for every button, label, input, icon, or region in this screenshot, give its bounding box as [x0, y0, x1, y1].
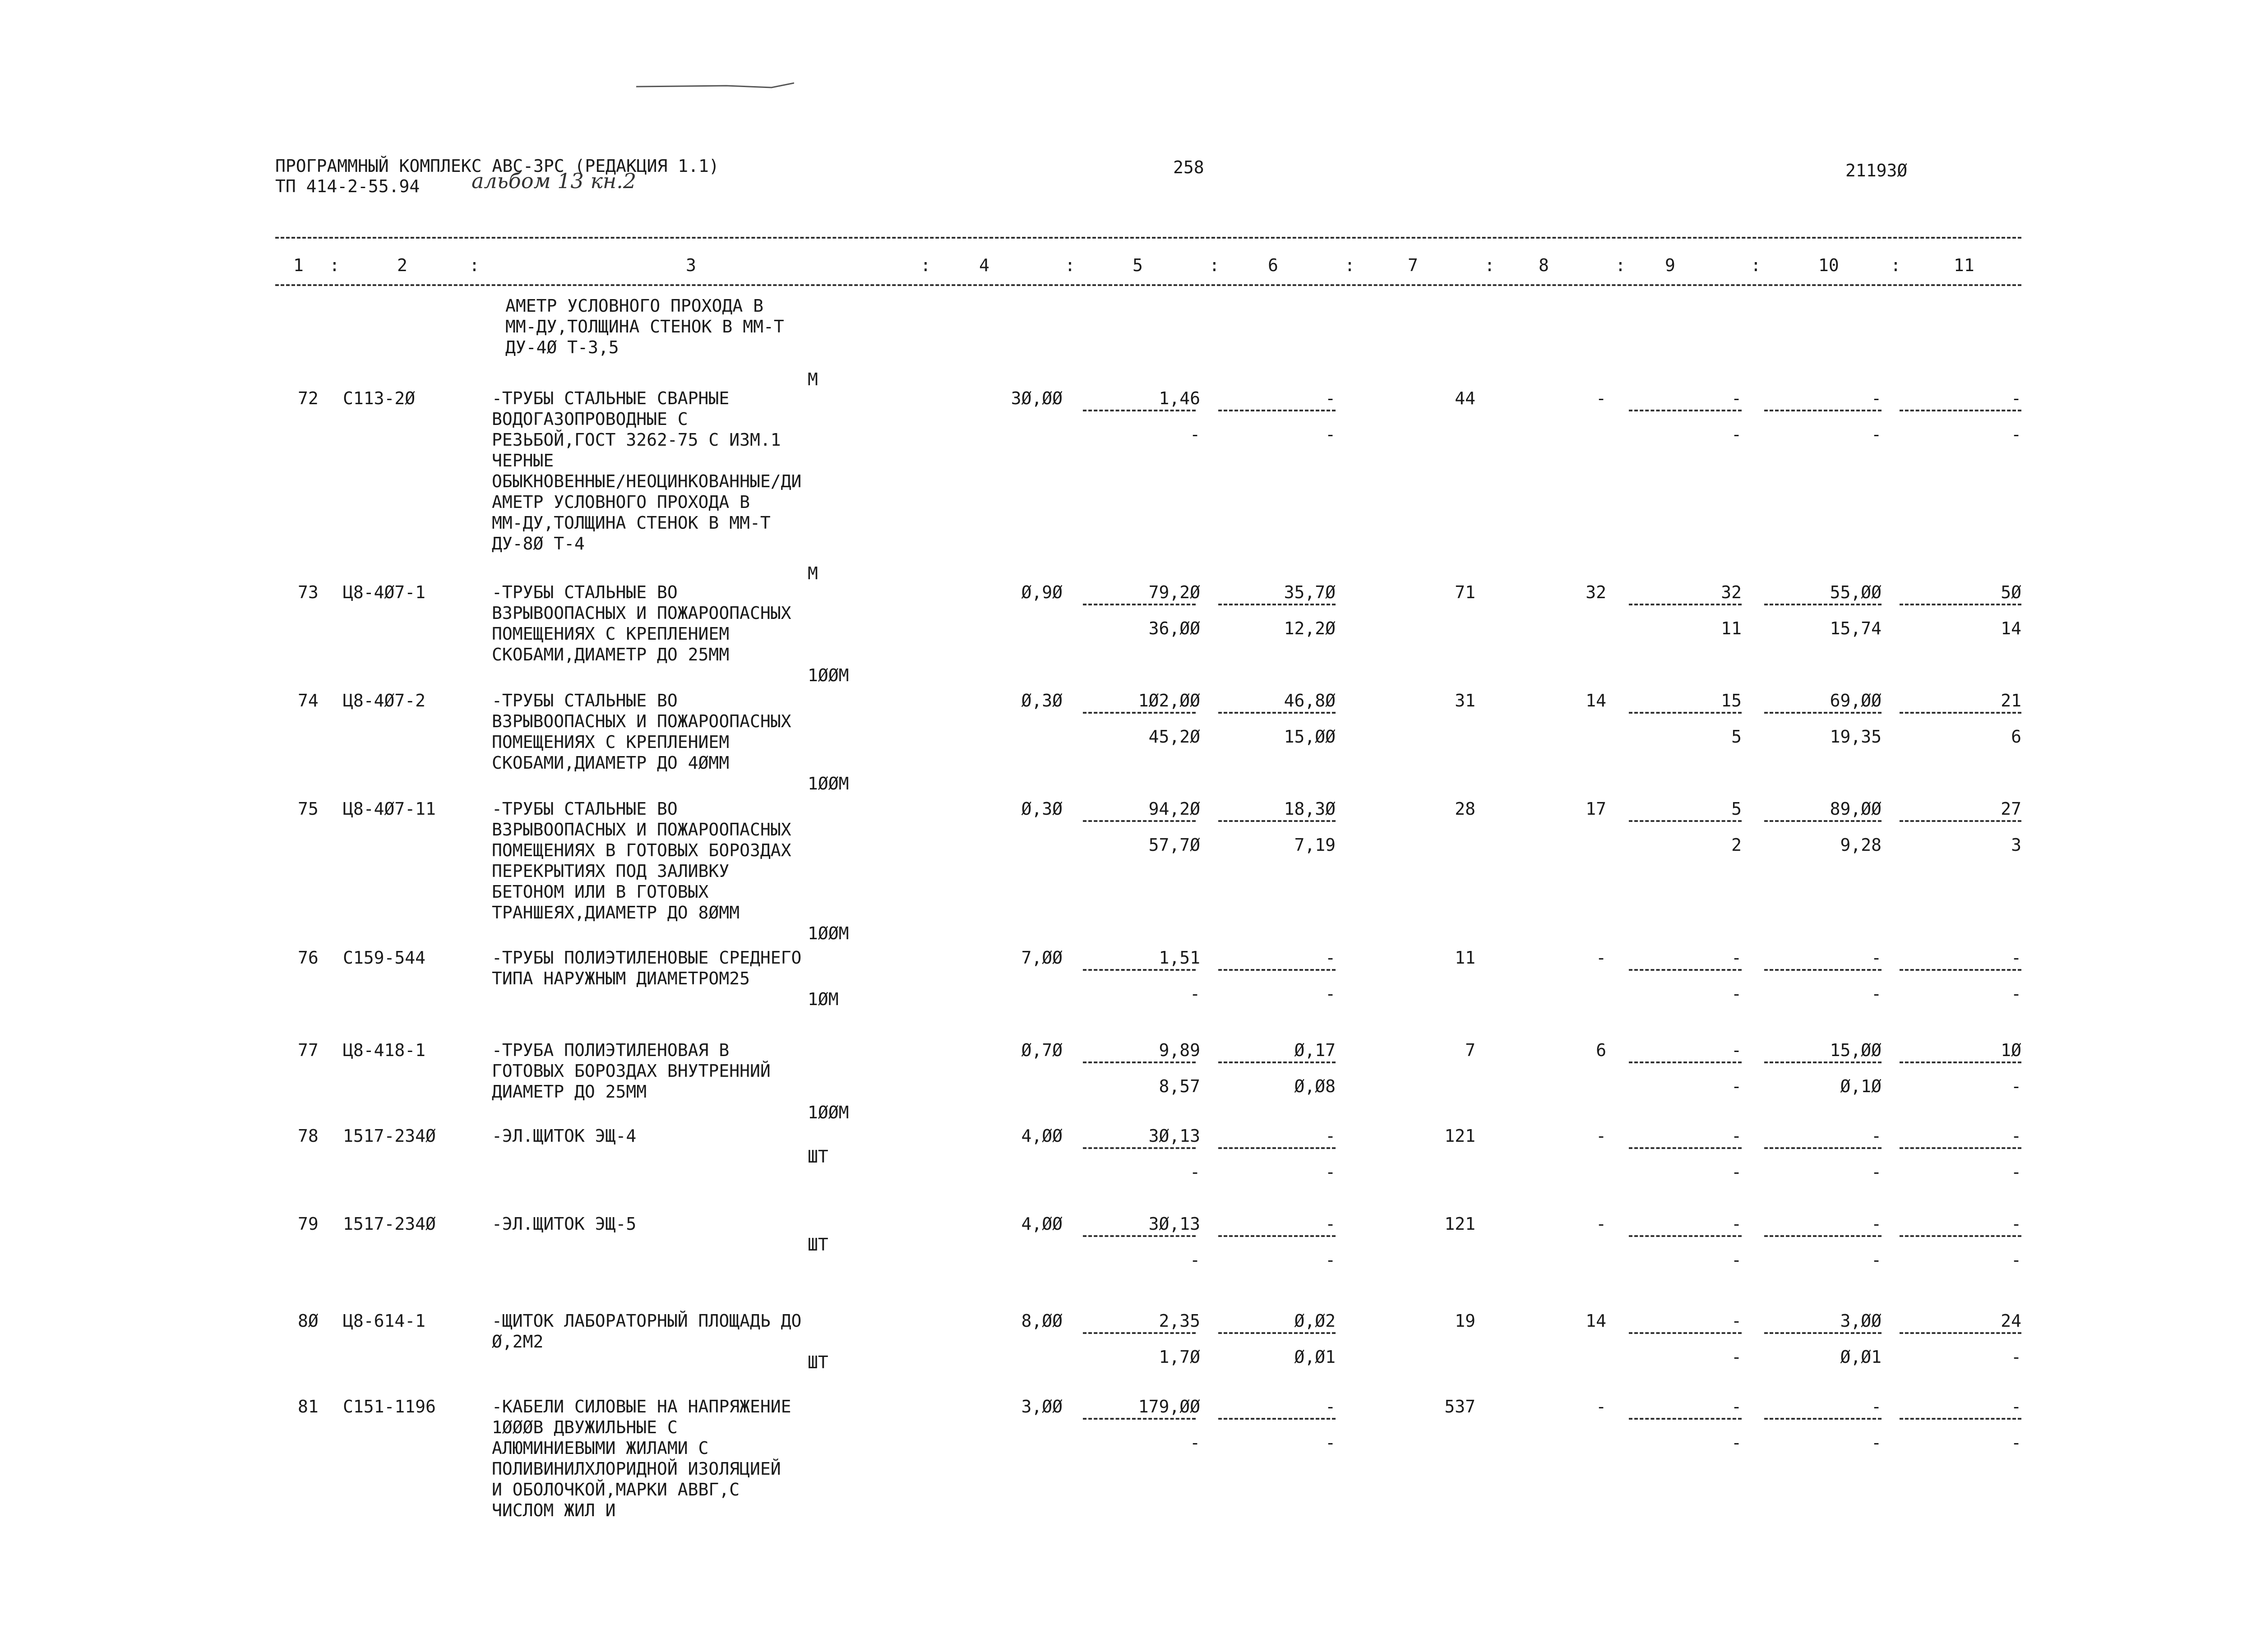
cell-col-11: -: [2011, 948, 2021, 968]
row-number: 74: [298, 691, 319, 711]
description-line: ДУ-8Ø Т-4: [492, 534, 585, 554]
cell-col-5-secondary: -: [1190, 1250, 1200, 1270]
description-line: РЕЗЬБОЙ,ГОСТ 3262-75 С ИЗМ.1: [492, 430, 781, 450]
fraction-rule: [1083, 1418, 1196, 1420]
rate-code: С113-2Ø: [343, 388, 416, 408]
description-line: ПОЛИВИНИЛХЛОРИДНОЙ ИЗОЛЯЦИЕЙ: [492, 1459, 781, 1479]
cell-col-9-secondary: 11: [1721, 618, 1742, 638]
cell-col-8: -: [1596, 1397, 1606, 1417]
row-number: 79: [298, 1214, 319, 1234]
fraction-rule: [1083, 1235, 1196, 1237]
description-line: СКОБАМИ,ДИАМЕТР ДО 4ØММ: [492, 753, 730, 773]
rate-code: С159-544: [343, 948, 426, 968]
description-line: ПОМЕЩЕНИЯХ С КРЕПЛЕНИЕМ: [492, 732, 730, 752]
cell-col-8: -: [1596, 388, 1606, 408]
description-line: АМЕТР УСЛОВНОГО ПРОХОДА В: [492, 492, 750, 512]
unit-label: 1ØØМ: [808, 774, 849, 794]
cell-col-6: 18,3Ø: [1284, 799, 1336, 819]
column-header-4: 4: [979, 255, 989, 275]
column-header-2: 2: [397, 255, 407, 275]
cell-col-9-secondary: -: [1731, 1162, 1742, 1182]
row-number: 77: [298, 1040, 319, 1060]
cell-col-6-secondary: 15,ØØ: [1284, 727, 1336, 747]
column-header-3: 3: [686, 255, 696, 275]
column-header-10: 10: [1818, 255, 1839, 275]
cell-col-6: -: [1325, 1214, 1336, 1234]
fraction-rule: [1900, 1332, 2021, 1334]
cell-col-7: 537: [1444, 1397, 1475, 1417]
cell-col-6: 35,7Ø: [1284, 582, 1336, 602]
handwritten-note: альбом 13 кн.2: [472, 169, 637, 193]
cell-col-9: -: [1731, 1397, 1742, 1417]
fraction-rule: [1218, 1147, 1336, 1149]
fraction-rule: [1629, 410, 1742, 411]
cell-col-10-secondary: 15,74: [1830, 618, 1882, 638]
cell-col-8: -: [1596, 1126, 1606, 1146]
cell-col-6-secondary: Ø,Ø8: [1294, 1076, 1336, 1096]
fraction-rule: [1083, 820, 1196, 822]
unit-label-top: М: [808, 563, 818, 583]
description-line: ЧЕРНЫЕ: [492, 451, 554, 471]
row-number: 73: [298, 582, 319, 602]
rate-code: Ц8-4Ø7-11: [343, 799, 436, 819]
fraction-rule: [1764, 1061, 1882, 1063]
column-separator: :: [1891, 255, 1901, 275]
cell-col-11: -: [2011, 1397, 2021, 1417]
fraction-rule: [1083, 1147, 1196, 1149]
cell-col-10: -: [1871, 388, 1882, 408]
cell-col-10: 69,ØØ: [1830, 691, 1882, 711]
description-line: -ТРУБЫ СТАЛЬНЫЕ ВО: [492, 582, 678, 602]
cell-col-5-secondary: -: [1190, 1433, 1200, 1453]
cell-col-5: 79,2Ø: [1148, 582, 1200, 602]
cell-col-10: -: [1871, 1397, 1882, 1417]
description-line: ТИПА НАРУЖНЫМ ДИАМЕТРОМ25: [492, 969, 750, 988]
description-line: Ø,2М2: [492, 1332, 544, 1352]
cell-col-6-secondary: 7,19: [1294, 835, 1336, 855]
rate-code: 1517-234Ø: [343, 1126, 436, 1146]
cell-col-7: 28: [1455, 799, 1475, 819]
description-line: ВОДОГАЗОПРОВОДНЫЕ С: [492, 409, 688, 429]
cell-col-11: -: [2011, 1126, 2021, 1146]
fraction-rule: [1764, 1147, 1882, 1149]
description-line: ММ-ДУ,ТОЛЩИНА СТЕНОК В ММ-Т: [492, 513, 771, 533]
column-separator: :: [469, 255, 480, 275]
cell-col-9: -: [1731, 1214, 1742, 1234]
column-header-11: 11: [1954, 255, 1974, 275]
fraction-rule: [1218, 410, 1336, 411]
fraction-rule: [1083, 604, 1196, 605]
rate-code: Ц8-4Ø7-2: [343, 691, 426, 711]
cell-col-4: Ø,9Ø: [1021, 582, 1063, 602]
cell-col-6-secondary: -: [1325, 425, 1336, 444]
fraction-rule: [1900, 604, 2021, 605]
cell-col-7: 121: [1444, 1126, 1475, 1146]
cell-col-5: 3Ø,13: [1148, 1214, 1200, 1234]
cell-col-9-secondary: -: [1731, 1250, 1742, 1270]
cell-col-11-secondary: -: [2011, 984, 2021, 1004]
cell-col-6: Ø,Ø2: [1294, 1311, 1336, 1331]
column-header-8: 8: [1539, 255, 1549, 275]
cell-col-7: 44: [1455, 388, 1475, 408]
fraction-rule: [1900, 1418, 2021, 1420]
fraction-rule: [1083, 1061, 1196, 1063]
cell-col-10-secondary: -: [1871, 984, 1882, 1004]
description-line: -ЭЛ.ЩИТОК ЭЩ-4: [492, 1126, 637, 1146]
description-line: ЧИСЛОМ ЖИЛ И: [492, 1500, 616, 1520]
cell-col-5: 1,46: [1159, 388, 1200, 408]
fraction-rule: [1083, 1332, 1196, 1334]
cell-col-7: 71: [1455, 582, 1475, 602]
unit-label: ШТ: [808, 1235, 828, 1255]
description-line: И ОБОЛОЧКОЙ,МАРКИ АВВГ,С: [492, 1480, 740, 1500]
fraction-rule: [1629, 1061, 1742, 1063]
fraction-rule: [1900, 410, 2021, 411]
cell-col-5-secondary: -: [1190, 984, 1200, 1004]
fraction-rule: [1629, 1235, 1742, 1237]
fraction-rule: [1629, 712, 1742, 714]
column-separator: :: [1484, 255, 1495, 275]
fraction-rule: [1218, 712, 1336, 714]
continuation-line: ММ-ДУ,ТОЛЩИНА СТЕНОК В ММ-Т: [505, 317, 784, 337]
fraction-rule: [1083, 969, 1196, 971]
cell-col-7: 19: [1455, 1311, 1475, 1331]
cell-col-4: 4,ØØ: [1021, 1126, 1063, 1146]
row-number: 8Ø: [298, 1311, 319, 1331]
description-line: -ТРУБА ПОЛИЭТИЛЕНОВАЯ В: [492, 1040, 730, 1060]
description-line: -ТРУБЫ СТАЛЬНЫЕ ВО: [492, 691, 678, 711]
cell-col-11: -: [2011, 1214, 2021, 1234]
cell-col-8: 14: [1586, 1311, 1606, 1331]
cell-col-9-secondary: -: [1731, 984, 1742, 1004]
program-title: ПРОГРАММНЫЙ КОМПЛЕКС АВС-3РС (РЕДАКЦИЯ 1.1): [275, 156, 719, 176]
cell-col-8: -: [1596, 1214, 1606, 1234]
cell-col-4: Ø,7Ø: [1021, 1040, 1063, 1060]
description-line: 1ØØØВ ДВУЖИЛЬНЫЕ С: [492, 1417, 678, 1437]
cell-col-5-secondary: -: [1190, 1162, 1200, 1182]
cell-col-10-secondary: -: [1871, 1250, 1882, 1270]
fraction-rule: [1629, 604, 1742, 605]
fraction-rule: [1629, 1147, 1742, 1149]
cell-col-6: -: [1325, 948, 1336, 968]
cell-col-5: 179,ØØ: [1138, 1397, 1200, 1417]
fraction-rule: [1900, 820, 2021, 822]
pen-stroke-mark: [636, 81, 794, 95]
cell-col-6: Ø,17: [1294, 1040, 1336, 1060]
column-header-7: 7: [1408, 255, 1418, 275]
description-line: ВЗРЫВООПАСНЫХ И ПОЖАРООПАСНЫХ: [492, 603, 791, 623]
cell-col-6-secondary: -: [1325, 984, 1336, 1004]
column-separator: :: [1751, 255, 1761, 275]
cell-col-8: 6: [1596, 1040, 1606, 1060]
column-header-6: 6: [1268, 255, 1278, 275]
table-header-rule: [275, 284, 2021, 286]
column-separator: :: [920, 255, 931, 275]
description-line: АЛЮМИНИЕВЫМИ ЖИЛАМИ С: [492, 1438, 709, 1458]
cell-col-5: 3Ø,13: [1148, 1126, 1200, 1146]
cell-col-9: -: [1731, 1126, 1742, 1146]
fraction-rule: [1218, 1235, 1336, 1237]
cell-col-11-secondary: -: [2011, 1433, 2021, 1453]
unit-label: 1ØМ: [808, 989, 839, 1009]
cell-col-5: 94,2Ø: [1148, 799, 1200, 819]
cell-col-9: 32: [1721, 582, 1742, 602]
fraction-rule: [1900, 969, 2021, 971]
description-line: -ТРУБЫ СТАЛЬНЫЕ СВАРНЫЕ: [492, 388, 730, 408]
fraction-rule: [1900, 1147, 2021, 1149]
fraction-rule: [1764, 1418, 1882, 1420]
description-line: ВЗРЫВООПАСНЫХ И ПОЖАРООПАСНЫХ: [492, 711, 791, 731]
page-number: 258: [1173, 157, 1204, 177]
column-separator: :: [1209, 255, 1220, 275]
fraction-rule: [1218, 820, 1336, 822]
description-line: -ЭЛ.ЩИТОК ЭЩ-5: [492, 1214, 637, 1234]
cell-col-9: 5: [1731, 799, 1742, 819]
fraction-rule: [1764, 1332, 1882, 1334]
fraction-rule: [1083, 712, 1196, 714]
fraction-rule: [1218, 1061, 1336, 1063]
fraction-rule: [1629, 1332, 1742, 1334]
cell-col-10-secondary: Ø,Ø1: [1840, 1347, 1882, 1367]
cell-col-11-secondary: -: [2011, 1076, 2021, 1096]
cell-col-6: -: [1325, 1397, 1336, 1417]
tp-number: ТП 414-2-55.94: [275, 176, 420, 196]
cell-col-10-secondary: -: [1871, 425, 1882, 444]
cell-col-6-secondary: Ø,Ø1: [1294, 1347, 1336, 1367]
rate-code: 1517-234Ø: [343, 1214, 436, 1234]
fraction-rule: [1218, 1332, 1336, 1334]
cell-col-5-secondary: 45,2Ø: [1148, 727, 1200, 747]
rate-code: Ц8-614-1: [343, 1311, 426, 1331]
description-line: БЕТОНОМ ИЛИ В ГОТОВЫХ: [492, 882, 709, 902]
cell-col-9-secondary: 5: [1731, 727, 1742, 747]
cell-col-11: 5Ø: [2001, 582, 2021, 602]
cell-col-8: 17: [1586, 799, 1606, 819]
cell-col-11: 1Ø: [2001, 1040, 2021, 1060]
cell-col-11: -: [2011, 388, 2021, 408]
description-line: -КАБЕЛИ СИЛОВЫЕ НА НАПРЯЖЕНИЕ: [492, 1397, 791, 1417]
cell-col-10: 89,ØØ: [1830, 799, 1882, 819]
fraction-rule: [1218, 604, 1336, 605]
cell-col-6: -: [1325, 388, 1336, 408]
rate-code: Ц8-418-1: [343, 1040, 426, 1060]
cell-col-9-secondary: -: [1731, 1347, 1742, 1367]
description-line: ПОМЕЩЕНИЯХ С КРЕПЛЕНИЕМ: [492, 624, 730, 644]
cell-col-5: 9,89: [1159, 1040, 1200, 1060]
cell-col-9-secondary: 2: [1731, 835, 1742, 855]
cell-col-9-secondary: -: [1731, 425, 1742, 444]
cell-col-6: 46,8Ø: [1284, 691, 1336, 711]
fraction-rule: [1629, 820, 1742, 822]
column-separator: :: [1065, 255, 1075, 275]
description-line: -ТРУБЫ ПОЛИЭТИЛЕНОВЫЕ СРЕДНЕГО: [492, 948, 802, 968]
cell-col-10: 55,ØØ: [1830, 582, 1882, 602]
cell-col-10-secondary: -: [1871, 1162, 1882, 1182]
fraction-rule: [1083, 410, 1196, 411]
cell-col-6-secondary: -: [1325, 1162, 1336, 1182]
cell-col-11-secondary: 14: [2001, 618, 2021, 638]
description-line: ОБЫКНОВЕННЫЕ/НЕОЦИНКОВАННЫЕ/ДИ: [492, 471, 802, 491]
cell-col-4: 7,ØØ: [1021, 948, 1063, 968]
fraction-rule: [1218, 969, 1336, 971]
cell-col-6: -: [1325, 1126, 1336, 1146]
cell-col-9-secondary: -: [1731, 1076, 1742, 1096]
description-line: ПОМЕЩЕНИЯХ В ГОТОВЫХ БОРОЗДАХ: [492, 840, 791, 860]
description-line: СКОБАМИ,ДИАМЕТР ДО 25ММ: [492, 645, 730, 664]
unit-label: ШТ: [808, 1352, 828, 1372]
fraction-rule: [1764, 969, 1882, 971]
document-number: 21193Ø: [1845, 161, 1908, 180]
cell-col-7: 7: [1465, 1040, 1475, 1060]
fraction-rule: [1900, 1061, 2021, 1063]
cell-col-5-secondary: -: [1190, 425, 1200, 444]
cell-col-11-secondary: -: [2011, 1162, 2021, 1182]
row-number: 76: [298, 948, 319, 968]
cell-col-8: 32: [1586, 582, 1606, 602]
description-line: -ТРУБЫ СТАЛЬНЫЕ ВО: [492, 799, 678, 819]
column-separator: :: [1615, 255, 1626, 275]
cell-col-10: -: [1871, 1126, 1882, 1146]
unit-label: 1ØØМ: [808, 923, 849, 943]
cell-col-8: 14: [1586, 691, 1606, 711]
fraction-rule: [1764, 1235, 1882, 1237]
fraction-rule: [1764, 820, 1882, 822]
description-line: ГОТОВЫХ БОРОЗДАХ ВНУТРЕННИЙ: [492, 1061, 771, 1081]
cell-col-4: 4,ØØ: [1021, 1214, 1063, 1234]
cell-col-10-secondary: 9,28: [1840, 835, 1882, 855]
cell-col-5-secondary: 8,57: [1159, 1076, 1200, 1096]
continuation-line: АМЕТР УСЛОВНОГО ПРОХОДА В: [505, 296, 763, 316]
unit-label-top: М: [808, 369, 818, 389]
cell-col-10: -: [1871, 948, 1882, 968]
rate-code: С151-1196: [343, 1397, 436, 1417]
column-header-9: 9: [1665, 255, 1675, 275]
description-line: ВЗРЫВООПАСНЫХ И ПОЖАРООПАСНЫХ: [492, 820, 791, 840]
cell-col-7: 121: [1444, 1214, 1475, 1234]
fraction-rule: [1764, 410, 1882, 411]
cell-col-9: -: [1731, 948, 1742, 968]
cell-col-11-secondary: -: [2011, 1250, 2021, 1270]
cell-col-10-secondary: 19,35: [1830, 727, 1882, 747]
cell-col-6-secondary: -: [1325, 1433, 1336, 1453]
cell-col-4: Ø,3Ø: [1021, 799, 1063, 819]
description-line: ПЕРЕКРЫТИЯХ ПОД ЗАЛИВКУ: [492, 861, 730, 881]
row-number: 75: [298, 799, 319, 819]
column-separator: :: [329, 255, 340, 275]
cell-col-4: 3,ØØ: [1021, 1397, 1063, 1417]
description-line: -ЩИТОК ЛАБОРАТОРНЫЙ ПЛОЩАДЬ ДО: [492, 1311, 802, 1331]
description-line: ТРАНШЕЯХ,ДИАМЕТР ДО 8ØММ: [492, 903, 740, 923]
cell-col-11-secondary: 6: [2011, 727, 2021, 747]
cell-col-11: 24: [2001, 1311, 2021, 1331]
fraction-rule: [1629, 969, 1742, 971]
column-header-5: 5: [1133, 255, 1143, 275]
cell-col-5: 1,51: [1159, 948, 1200, 968]
cell-col-5-secondary: 36,ØØ: [1148, 618, 1200, 638]
fraction-rule: [1900, 712, 2021, 714]
description-line: ДИАМЕТР ДО 25ММ: [492, 1082, 647, 1102]
rate-code: Ц8-4Ø7-1: [343, 582, 426, 602]
cell-col-5-secondary: 57,7Ø: [1148, 835, 1200, 855]
cell-col-4: 8,ØØ: [1021, 1311, 1063, 1331]
cell-col-10-secondary: -: [1871, 1433, 1882, 1453]
continuation-line: ДУ-4Ø Т-3,5: [505, 337, 619, 357]
cell-col-4: Ø,3Ø: [1021, 691, 1063, 711]
cell-col-6-secondary: 12,2Ø: [1284, 618, 1336, 638]
cell-col-10: 15,ØØ: [1830, 1040, 1882, 1060]
cell-col-10-secondary: Ø,1Ø: [1840, 1076, 1882, 1096]
cell-col-8: -: [1596, 948, 1606, 968]
column-separator: :: [1345, 255, 1355, 275]
row-number: 78: [298, 1126, 319, 1146]
row-number: 72: [298, 388, 319, 408]
fraction-rule: [1218, 1418, 1336, 1420]
fraction-rule: [1629, 1418, 1742, 1420]
unit-label: 1ØØМ: [808, 665, 849, 685]
cell-col-4: 3Ø,ØØ: [1011, 388, 1063, 408]
column-header-1: 1: [293, 255, 304, 275]
cell-col-11-secondary: 3: [2011, 835, 2021, 855]
cell-col-5: 1Ø2,ØØ: [1138, 691, 1200, 711]
cell-col-9: -: [1731, 1311, 1742, 1331]
cell-col-5: 2,35: [1159, 1311, 1200, 1331]
fraction-rule: [1900, 1235, 2021, 1237]
cell-col-7: 11: [1455, 948, 1475, 968]
cell-col-11: 21: [2001, 691, 2021, 711]
cell-col-11-secondary: -: [2011, 425, 2021, 444]
cell-col-9: -: [1731, 388, 1742, 408]
fraction-rule: [1764, 604, 1882, 605]
cell-col-11-secondary: -: [2011, 1347, 2021, 1367]
cell-col-7: 31: [1455, 691, 1475, 711]
row-number: 81: [298, 1397, 319, 1417]
unit-label: 1ØØМ: [808, 1103, 849, 1122]
cell-col-10: 3,ØØ: [1840, 1311, 1882, 1331]
cell-col-9-secondary: -: [1731, 1433, 1742, 1453]
fraction-rule: [1764, 712, 1882, 714]
cell-col-6-secondary: -: [1325, 1250, 1336, 1270]
cell-col-10: -: [1871, 1214, 1882, 1234]
cell-col-11: 27: [2001, 799, 2021, 819]
table-top-rule: [275, 237, 2021, 239]
unit-label: ШТ: [808, 1147, 828, 1167]
cell-col-5-secondary: 1,7Ø: [1159, 1347, 1200, 1367]
cell-col-9: -: [1731, 1040, 1742, 1060]
cell-col-9: 15: [1721, 691, 1742, 711]
